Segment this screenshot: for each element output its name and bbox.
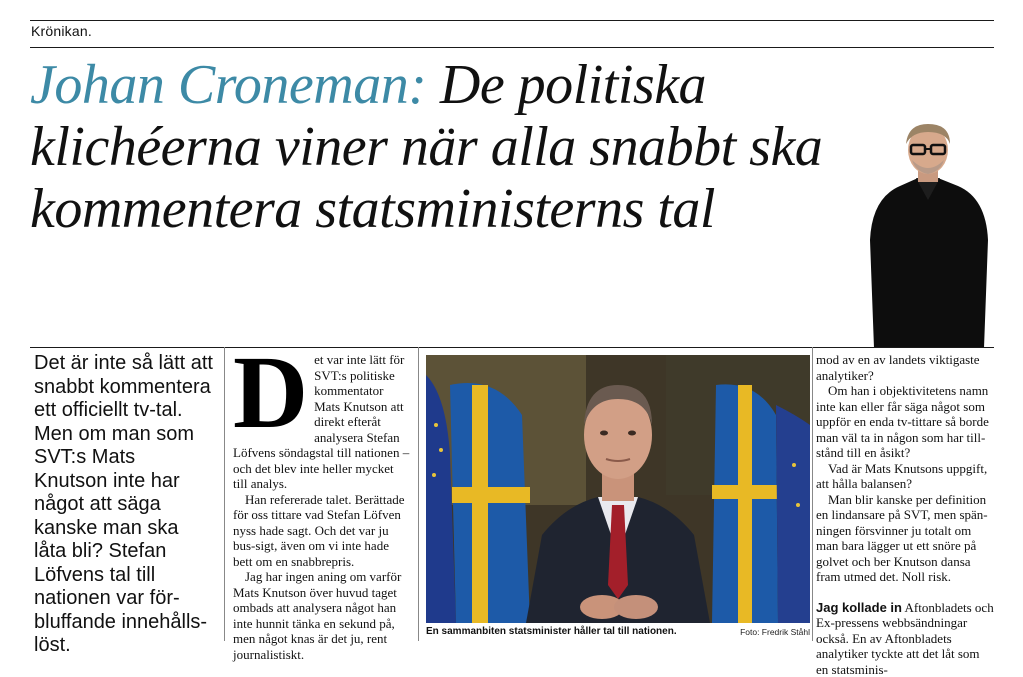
headline-title: De politiska klichéerna viner när alla snabbt ska kommentera statsministerns tal — [30, 54, 822, 240]
headline — [30, 54, 880, 240]
caption-text: En sammanbiten statsminister håller tal till nationen. — [426, 626, 677, 637]
paragraph-text: Aftonbladets och Ex-pressens webbsändningar också. En av Aftonbladets analytiker tyckte att det låt som en statsminis- — [816, 600, 994, 677]
paragraph — [816, 600, 994, 677]
headline-author: Johan Croneman: — [30, 54, 426, 116]
paragraph: Man blir kanske per definition en lindansare på SVT, men spän-ningen försvinner ju totalt om man bara lägger ut ett snöre på golvet och ber Knutson dansa fram utmed det. Noll risk. — [816, 492, 994, 585]
section-rule — [30, 47, 994, 48]
paragraph-spacer — [816, 585, 994, 600]
photo-caption — [426, 626, 810, 637]
statsminister-photo — [426, 355, 810, 623]
drop-cap: D — [233, 354, 308, 434]
column-divider — [418, 347, 419, 641]
paragraph: mod av en av landets viktigaste analytiker? — [816, 352, 994, 383]
photo-credit: Foto: Fredrik Ståhl — [740, 627, 810, 637]
lead-paragraph: Det är inte så lätt att snabbt kommentera ett officiellt tv-tal. Men om man som SVT:s Mats Knutson inte har något att säga kanske man ska låta bli? Stefan Löfvens tal till nationen var för-bluffande innehålls-löst. — [34, 352, 214, 658]
column-divider — [812, 347, 813, 641]
paragraph: et var inte lätt för SVT:s politiske kommentator Mats Knutson att direkt efteråt analysera Stefan Löfvens söndagstal till nationen – och det blev inte heller mycket till analys. — [233, 352, 411, 492]
paragraph: Vad är Mats Knutsons uppgift, att hålla balansen? — [816, 461, 994, 492]
section-label: Krönikan. — [31, 23, 92, 39]
article-column-1 — [233, 352, 411, 662]
paragraph-lead-in: Jag kollade in — [816, 600, 902, 615]
column-divider — [224, 347, 225, 641]
paragraph: Om han i objektivitetens namn inte kan eller får säga något som uppför en enda tv-tittare så borde man väl ta in någon som har till-stånd till en åsikt? — [816, 383, 994, 461]
paragraph: Han refererade talet. Berättade för oss tittare vad Stefan Löfven nyss hade sagt. Och det var ju bus-sigt, även om vi inte hade bett om en snabbrepris. — [233, 492, 411, 570]
body-rule — [30, 347, 994, 348]
top-rule — [30, 20, 994, 21]
article-column-2 — [816, 352, 994, 677]
columnist-portrait — [860, 120, 995, 348]
paragraph: Jag har ingen aning om varför Mats Knutson över huvud taget ombads att analysera något han inte hunnit tänka en sekund på, men något knas är det ju, rent journalistiskt. — [233, 569, 411, 662]
